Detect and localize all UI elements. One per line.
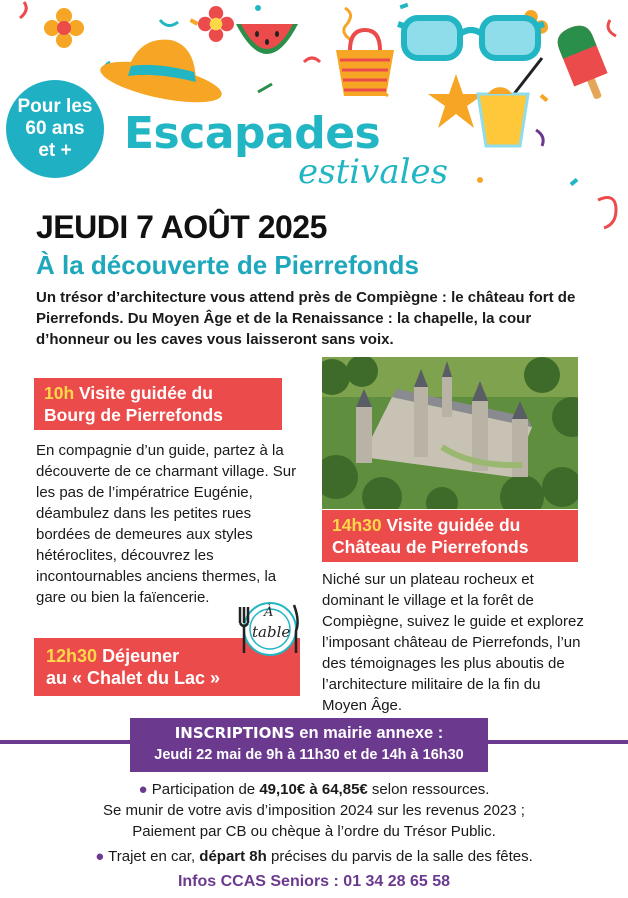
castle-photo [322,357,578,509]
sun-hat-icon [96,26,226,106]
inscriptions-location: en mairie annexe : [294,724,444,742]
visit2-text: Niché sur un plateau rocheux et dominant le village et la forêt de Compiègne, suivez le guide et explorez l’imposant château de Pierrefonds, l’un des témoignages les plus aboutis de l’architecture militaire de la fin du Moyen Âge. [322,571,584,714]
plate-cutlery-icon [236,597,300,659]
watermelon-icon [232,14,302,70]
trip-line [0,846,628,868]
lunch-time: 12h30 [46,646,98,666]
visit2-line-2: Château de Pierrefonds [332,537,529,557]
table-label-a: À [264,605,274,620]
tax-notice-line: Se munir de votre avis d’imposition 2024 sur les revenus 2023 ; [103,802,525,819]
badge-line-3: et + [38,140,72,161]
inscriptions-box [130,718,488,772]
juice-glass-icon [470,54,550,150]
flower-icon [44,8,84,48]
price-line [0,779,628,801]
title-sub: estivales [298,152,449,192]
inscriptions-label: INSCRIPTIONS [174,724,295,742]
lunch-line-2: au « Chalet du Lac » [46,668,221,688]
visit2-header [322,510,578,562]
popsicle-icon [556,20,618,104]
table-label-word: table [252,623,291,641]
inscriptions-dates: Jeudi 22 mai de 9h à 11h30 et de 14h à 16h30 [154,747,464,763]
trip-post: précises du parvis de la salle des fêtes. [266,848,533,865]
price-amount: 49,10€ à 64,85€ [259,781,368,798]
visit2-time: 14h30 [332,515,382,535]
visit1-text: En compagnie d’un guide, partez à la découverte de ce charmant village. Sur les pas de l’impératrice Eugénie, déambulez dans les petites rues bordées de demeures aux styles hétéroclites, découvrez les incontournables anciens thermes, la gare ou bien la faïencerie. [36,442,297,606]
title-main: Escapades [124,108,381,159]
visit1-line-1: Visite guidée du [79,383,213,403]
badge-line-2: 60 ans [25,118,85,139]
age-badge [6,80,104,178]
bullet-icon: ● [95,848,105,865]
payment-line: Paiement par CB ou chèque à l’ordre du Trésor Public. [132,823,496,840]
event-intro: Un trésor d’architecture vous attend près de Compiègne : le château fort de Pierrefonds. Du Moyen Âge et de la Renaissance : la chapelle, la cour d’honneur ou les caves vous laisseront sans voix. [36,289,576,348]
visit2-line-1: Visite guidée du [386,515,521,535]
visit1-header [34,378,282,430]
badge-line-1: Pour les [17,96,93,117]
price-post: selon ressources. [367,781,490,798]
trip-pre: Trajet en car, [104,848,200,865]
contact-info: Infos CCAS Seniors : 01 34 28 65 58 [177,873,451,890]
bullet-icon: ● [138,781,148,798]
lunch-line-1: Déjeuner [102,646,180,666]
castle-image [322,357,578,509]
beach-bag-icon [330,26,400,100]
price-pre: Participation de [147,781,260,798]
event-subtitle: À la découverte de Pierrefonds [36,250,419,280]
trip-departure: départ 8h [199,848,267,865]
event-date: JEUDI 7 AOÛT 2025 [36,209,327,245]
visit1-time: 10h [44,383,75,403]
visit1-line-2: Bourg de Pierrefonds [44,405,223,425]
